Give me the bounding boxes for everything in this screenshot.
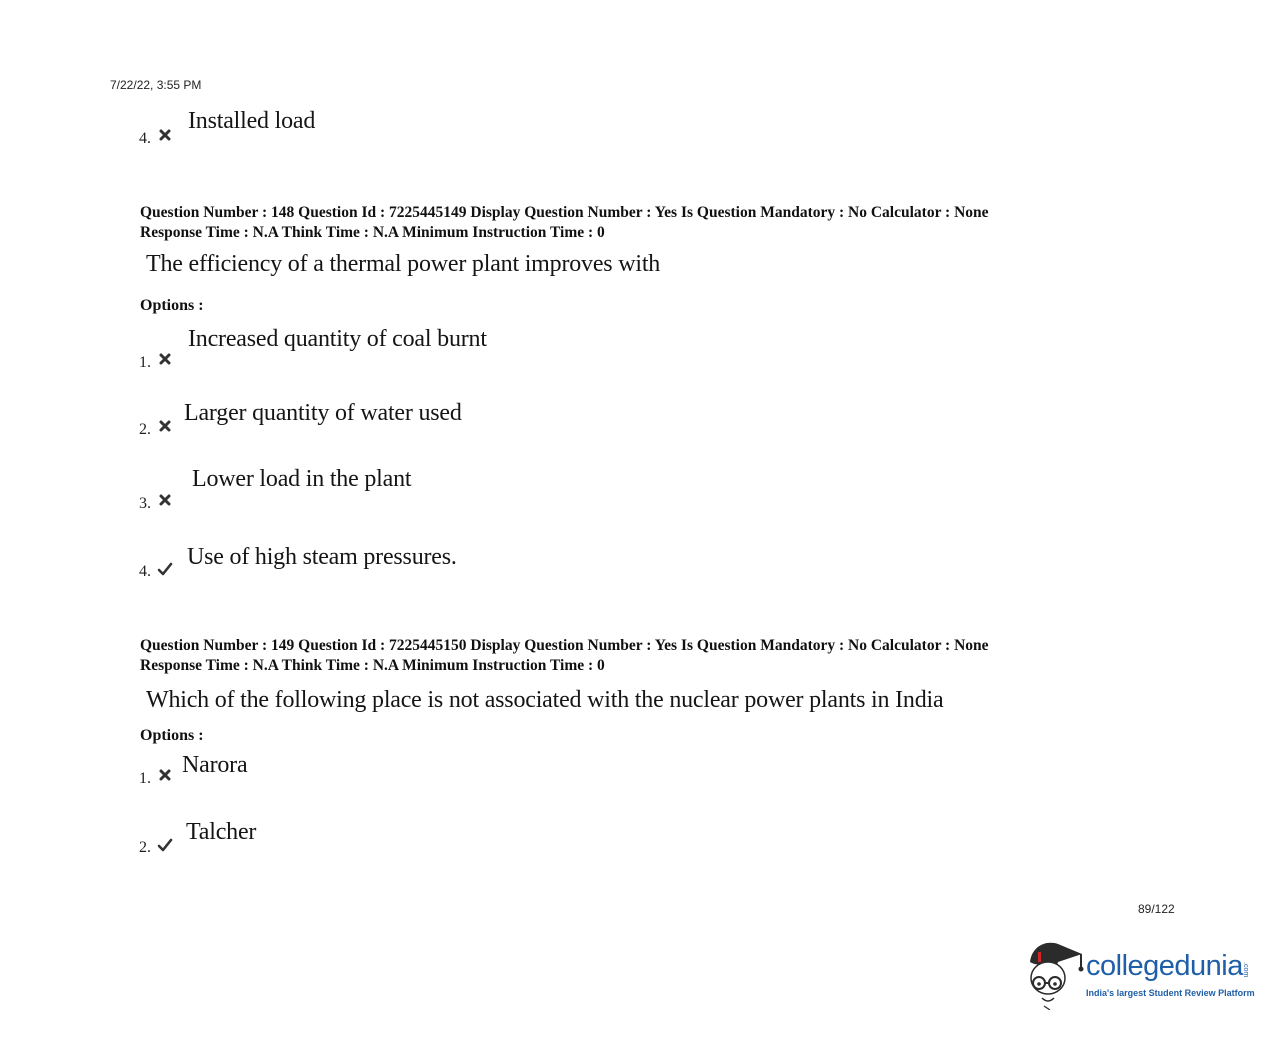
check-icon (157, 837, 173, 853)
check-icon (157, 561, 173, 577)
question-meta-timing: Response Time : N.A Think Time : N.A Minimum Instruction Time : 0 (140, 224, 605, 241)
option-number: 1. (139, 770, 151, 787)
question-text: Which of the following place is not associated with the nuclear power plants in India (146, 687, 944, 713)
option-text: Narora (182, 752, 248, 778)
options-label: Options : (140, 727, 204, 744)
option-number: 2. (139, 839, 151, 856)
cross-icon (157, 127, 173, 143)
option-number: 3. (139, 495, 151, 512)
print-timestamp: 7/22/22, 3:55 PM (110, 78, 202, 92)
option-number: 2. (139, 421, 151, 438)
question-text: The efficiency of a thermal power plant improves with (146, 251, 661, 277)
option-text: Larger quantity of water used (184, 400, 462, 426)
option-text: Increased quantity of coal burnt (188, 326, 487, 352)
cross-icon (157, 767, 173, 783)
option-number: 4. (139, 130, 151, 147)
cross-icon (157, 492, 173, 508)
logo-domain-suffix: .com (1242, 962, 1249, 978)
option-number: 4. (139, 563, 151, 580)
option-text: Talcher (186, 819, 257, 845)
option-number: 1. (139, 354, 151, 371)
option-text: Installed load (188, 108, 316, 134)
question-meta: Question Number : 149 Question Id : 7225445150 Display Question Number : Yes Is Question Mandatory : No Calculator : None (140, 637, 989, 654)
page-number: 89/122 (1138, 902, 1175, 916)
question-meta-timing: Response Time : N.A Think Time : N.A Minimum Instruction Time : 0 (140, 657, 605, 674)
logo-tagline: India's largest Student Review Platform (1086, 988, 1255, 998)
mascot-logo-icon (1024, 938, 1086, 1010)
logo-wordmark: collegedunia (1086, 950, 1243, 982)
options-label: Options : (140, 297, 204, 314)
option-text: Lower load in the plant (192, 466, 412, 492)
option-text: Use of high steam pressures. (187, 544, 457, 570)
cross-icon (157, 351, 173, 367)
question-meta: Question Number : 148 Question Id : 7225445149 Display Question Number : Yes Is Question Mandatory : No Calculator : None (140, 204, 989, 221)
cross-icon (157, 418, 173, 434)
